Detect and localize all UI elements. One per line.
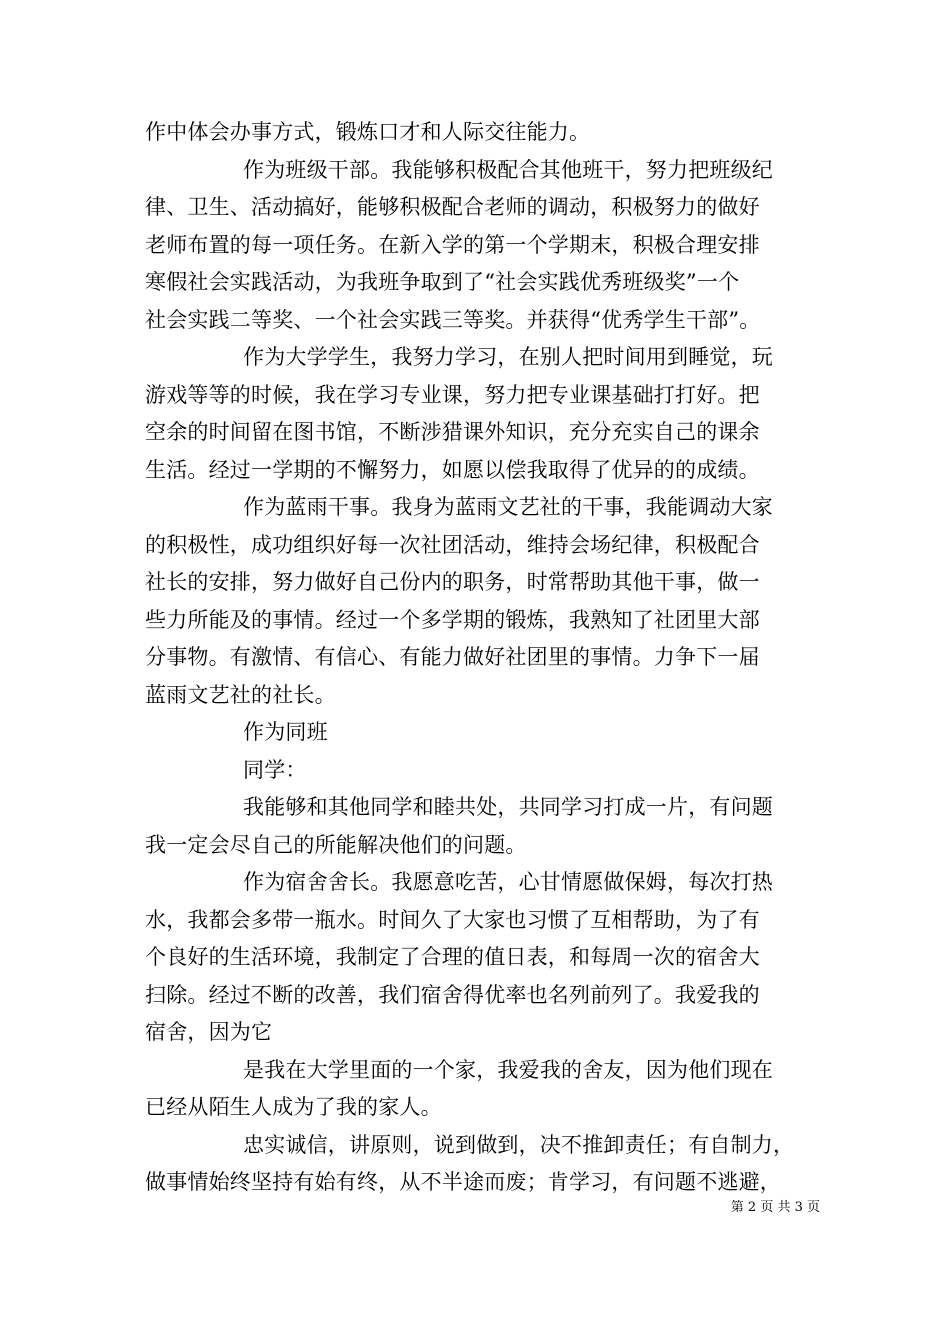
text-line-27: 已经从陌生人成为了我的家人。 [145,1095,442,1119]
body-text [145,114,821,1202]
text-line-15: 分事物。有激情、有信心、有能力做好社团里的事情。力争下一届 [145,645,760,669]
text-line-10: 生活。经过一学期的不懈努力，如愿以偿我取得了优异的的成绩。 [145,457,760,482]
text-line-14: 些力所能及的事情。经过一个多学期的锻炼，我熟知了社团里大部 [145,607,760,632]
text-line-20: 我一定会尽自己的所能解决他们的问题。 [145,832,527,857]
text-line-1: 作中体会办事方式，锻炼口才和人际交往能力。 [145,120,591,144]
text-line-23: 个良好的生活环境，我制定了合理的值日表，和每周一次的宿舍大 [145,945,760,969]
text-line-3: 律、卫生、活动搞好，能够积极配合老师的调动，积极努力的做好 [145,195,760,219]
text-line-7: 作为大学学生，我努力学习，在别人把时间用到睡觉，玩 [243,345,773,369]
text-line-6: 社会实践二等奖、一个社会实践三等奖。并获得“优秀学生干部”。 [145,307,761,332]
text-line-8: 游戏等等的时候，我在学习专业课，努力把专业课基础打打好。把 [145,382,760,407]
text-line-5: 寒假社会实践活动，为我班争取到了“社会实践优秀班级奖”一个 [145,270,740,294]
text-line-19: 我能够和其他同学和睦共处，共同学习打成一片，有问题 [243,795,773,819]
text-line-26: 是我在大学里面的一个家，我爱我的舍友，因为他们现在 [243,1057,773,1082]
text-line-2: 作为班级干部。我能够积极配合其他班干，努力把班级纪 [243,157,773,182]
text-line-18: 同学： [243,757,307,782]
text-line-12: 的积极性，成功组织好每一次社团活动，维持会场纪律，积极配合 [145,532,760,557]
text-line-4: 老师布置的每一项任务。在新入学的第一个学期末，积极合理安排 [145,232,760,257]
text-line-22: 水，我都会多带一瓶水。时间久了大家也习惯了互相帮助，为了有 [145,907,760,932]
text-line-29: 做事情始终坚持有始有终，从不半途而废；肯学习，有问题不逃避， [145,1170,781,1194]
text-line-13: 社长的安排，努力做好自己份内的职务，时常帮助其他干事，做一 [145,570,760,594]
text-line-16: 蓝雨文艺社的社长。 [145,682,336,707]
text-line-25: 宿舍，因为它 [145,1020,273,1044]
text-line-28: 忠实诚信，讲原则，说到做到，决不推卸责任；有自制力， [243,1132,795,1157]
text-line-11: 作为蓝雨干事。我身为蓝雨文艺社的干事，我能调动大家 [243,495,773,519]
text-line-17: 作为同班 [243,720,328,744]
text-line-9: 空余的时间留在图书馆，不断涉猎课外知识，充分充实自己的课余 [145,420,760,444]
text-line-24: 扫除。经过不断的改善，我们宿舍得优率也名列前列了。我爱我的 [145,982,760,1007]
page-number-footer: 第 2 页 共 3 页 [730,1200,820,1215]
text-line-21: 作为宿舍舍长。我愿意吃苦，心甘情愿做保姆，每次打热 [243,870,773,894]
